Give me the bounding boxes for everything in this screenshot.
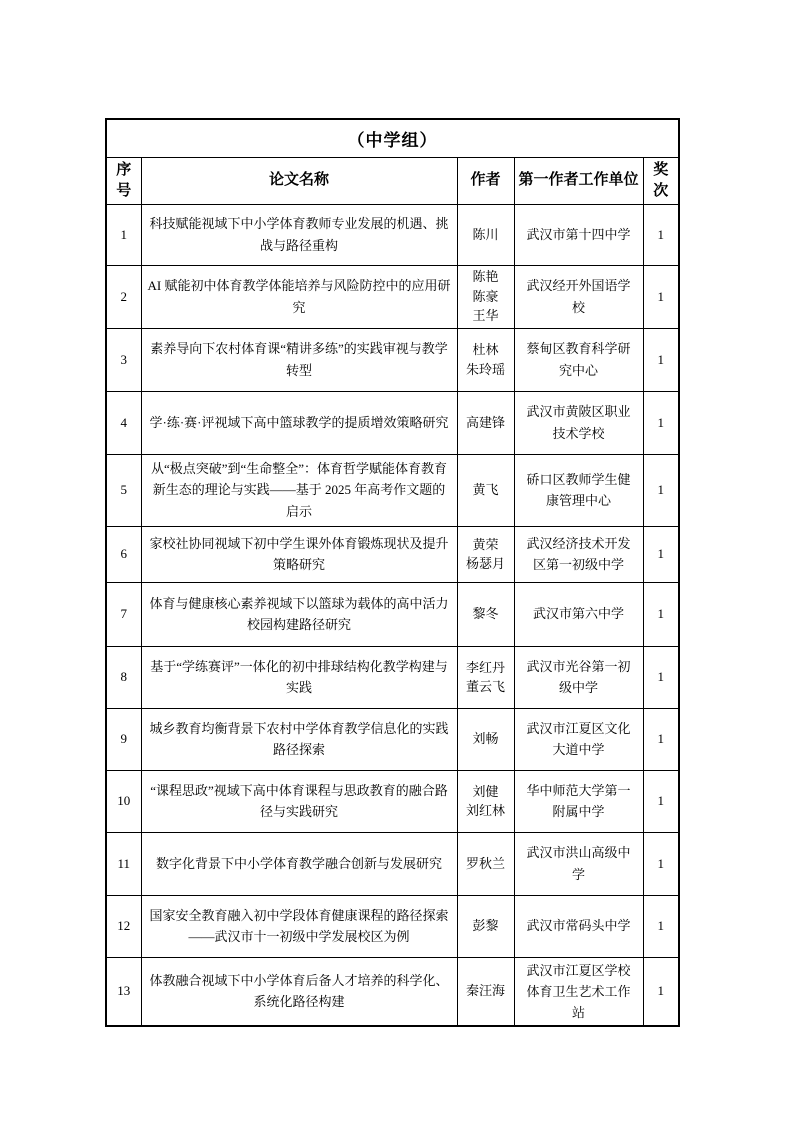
unit-cell: 蔡甸区教育科学研究中心 (514, 328, 643, 391)
award-cell: 1 (643, 582, 679, 646)
award-cell: 1 (643, 770, 679, 832)
author-name: 朱玲瑶 (465, 361, 505, 377)
authors-cell (457, 526, 514, 582)
column-header-award (643, 157, 679, 204)
row-number-cell: 4 (106, 391, 141, 454)
unit-cell: 武汉市光谷第一初级中学 (514, 646, 643, 708)
author-name: 刘红林 (465, 803, 505, 818)
author-name: 高建锋 (465, 414, 505, 430)
author-name: 黄飞 (472, 482, 499, 498)
award-cell: 1 (643, 526, 679, 582)
authors-cell (457, 832, 514, 895)
author-name: 杜林 (472, 342, 499, 357)
column-header-no-label: 序号 (116, 161, 132, 199)
author-name: 彭黎 (472, 918, 499, 934)
award-cell: 1 (643, 454, 679, 526)
author-name: 王华 (472, 308, 499, 324)
row-number-cell: 3 (106, 328, 141, 391)
table-row (106, 895, 679, 957)
author-name: 李红丹 (465, 659, 505, 675)
author-name: 陈川 (472, 226, 499, 242)
paper-title-cell: 从“极点突破”到“生命整全”：体育哲学赋能体育教育新生态的理论与实践——基于 2025 年高考作文题的启示 (141, 454, 457, 526)
table-row (106, 770, 679, 832)
unit-cell: 硚口区教师学生健康管理中心 (514, 454, 643, 526)
row-number-cell: 7 (106, 582, 141, 646)
column-header-award-label: 奖次 (653, 161, 669, 199)
unit-cell: 华中师范大学第一附属中学 (514, 770, 643, 832)
author-name: 刘健 (472, 783, 499, 799)
award-cell: 1 (643, 204, 679, 265)
authors-cell (457, 328, 514, 391)
paper-title-cell: 体育与健康核心素养视域下以篮球为载体的高中活力校园构建路径研究 (141, 582, 457, 646)
row-number-cell: 6 (106, 526, 141, 582)
author-name: 刘畅 (472, 731, 499, 747)
group-title: （中学组） (106, 119, 679, 157)
award-cell: 1 (643, 957, 679, 1026)
unit-cell: 武汉经开外国语学校 (514, 265, 643, 328)
row-number-cell: 5 (106, 454, 141, 526)
author-name: 罗秋兰 (465, 855, 505, 871)
award-table (105, 118, 680, 1027)
unit-cell: 武汉市第六中学 (514, 582, 643, 646)
award-cell: 1 (643, 646, 679, 708)
table-row (106, 646, 679, 708)
table-row (106, 391, 679, 454)
row-number-cell: 11 (106, 832, 141, 895)
author-name: 杨瑟月 (465, 556, 505, 571)
unit-cell: 武汉经济技术开发区第一初级中学 (514, 526, 643, 582)
award-cell: 1 (643, 391, 679, 454)
authors-cell (457, 391, 514, 454)
row-number-cell: 12 (106, 895, 141, 957)
authors-cell (457, 957, 514, 1026)
award-cell: 1 (643, 265, 679, 328)
award-cell: 1 (643, 328, 679, 391)
row-number-cell: 8 (106, 646, 141, 708)
column-header-no (106, 157, 141, 204)
award-cell: 1 (643, 895, 679, 957)
paper-title-cell: 城乡教育均衡背景下农村中学体育教学信息化的实践路径探索 (141, 708, 457, 770)
unit-cell: 武汉市常码头中学 (514, 895, 643, 957)
table-row (106, 265, 679, 328)
paper-title-cell: “课程思政”视域下高中体育课程与思政教育的融合路径与实践研究 (141, 770, 457, 832)
row-number-cell: 10 (106, 770, 141, 832)
paper-title-cell: 科技赋能视域下中小学体育教师专业发展的机遇、挑战与路径重构 (141, 204, 457, 265)
authors-cell (457, 454, 514, 526)
author-name: 董云飞 (465, 679, 505, 694)
author-name: 秦汪海 (465, 983, 505, 999)
table-row (106, 526, 679, 582)
paper-title-cell: 家校社协同视域下初中学生课外体育锻炼现状及提升策略研究 (141, 526, 457, 582)
authors-cell (457, 708, 514, 770)
group-title-row (106, 119, 679, 157)
authors-cell (457, 582, 514, 646)
authors-cell (457, 646, 514, 708)
paper-title-cell: 国家安全教育融入初中学段体育健康课程的路径探索——武汉市十一初级中学发展校区为例 (141, 895, 457, 957)
column-header-authors: 作者 (457, 157, 514, 204)
authors-cell (457, 895, 514, 957)
table-row (106, 708, 679, 770)
unit-cell: 武汉市江夏区文化大道中学 (514, 708, 643, 770)
unit-cell: 武汉市第十四中学 (514, 204, 643, 265)
row-number-cell: 9 (106, 708, 141, 770)
column-header-title: 论文名称 (141, 157, 457, 204)
table-row (106, 957, 679, 1026)
paper-title-cell: 学·练·赛·评视域下高中篮球教学的提质增效策略研究 (141, 391, 457, 454)
table-row (106, 832, 679, 895)
table-row (106, 454, 679, 526)
column-header-unit: 第一作者工作单位 (514, 157, 643, 204)
authors-cell (457, 204, 514, 265)
table-header-row (106, 157, 679, 204)
row-number-cell: 13 (106, 957, 141, 1026)
author-name: 黄荣 (472, 536, 499, 552)
unit-cell: 武汉市洪山高级中学 (514, 832, 643, 895)
table-row (106, 328, 679, 391)
author-name: 黎冬 (472, 606, 499, 622)
table-row (106, 204, 679, 265)
paper-title-cell: 数字化背景下中小学体育教学融合创新与发展研究 (141, 832, 457, 895)
unit-cell: 武汉市江夏区学校体育卫生艺术工作站 (514, 957, 643, 1026)
paper-title-cell: 基于“学练赛评”一体化的初中排球结构化教学构建与实践 (141, 646, 457, 708)
paper-title-cell: 体教融合视域下中小学体育后备人才培养的科学化、系统化路径构建 (141, 957, 457, 1026)
authors-cell (457, 770, 514, 832)
author-name: 陈艳 (472, 269, 499, 285)
award-cell: 1 (643, 708, 679, 770)
award-cell: 1 (643, 832, 679, 895)
paper-title-cell: AI 赋能初中体育教学体能培养与风险防控中的应用研究 (141, 265, 457, 328)
table-row (106, 582, 679, 646)
row-number-cell: 1 (106, 204, 141, 265)
unit-cell: 武汉市黄陂区职业技术学校 (514, 391, 643, 454)
authors-cell (457, 265, 514, 328)
author-name: 陈豪 (472, 288, 499, 304)
paper-title-cell: 素养导向下农村体育课“精讲多练”的实践审视与教学转型 (141, 328, 457, 391)
row-number-cell: 2 (106, 265, 141, 328)
